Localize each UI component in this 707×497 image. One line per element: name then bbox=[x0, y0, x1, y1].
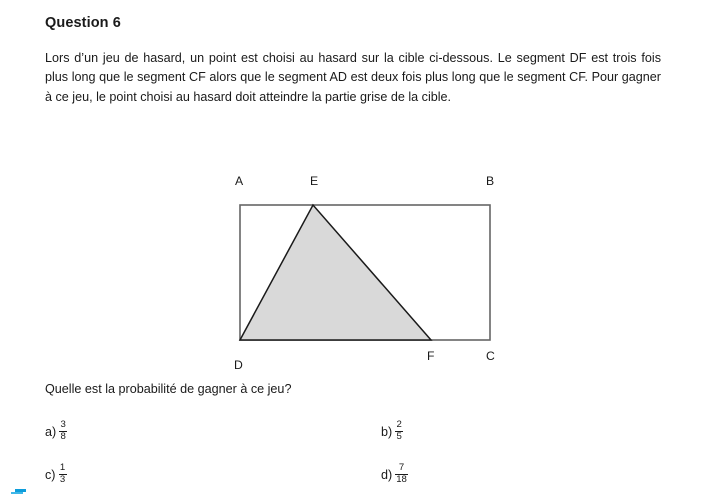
page-title: Question 6 bbox=[45, 15, 121, 31]
geometry-figure bbox=[215, 165, 515, 375]
option-c-fraction bbox=[59, 463, 67, 486]
figure-label-a: A bbox=[235, 174, 244, 188]
option-b-key: b) bbox=[381, 425, 393, 440]
option-a-key: a) bbox=[45, 425, 57, 440]
option-d-key: d) bbox=[381, 468, 393, 483]
figure-label-e: E bbox=[310, 174, 319, 188]
option-d-numerator: 7 bbox=[398, 462, 405, 473]
option-a-denominator: 8 bbox=[60, 431, 66, 443]
figure-label-c: C bbox=[486, 349, 495, 363]
sub-question: Quelle est la probabilité de gagner à ce jeu? bbox=[45, 382, 292, 396]
answer-option-d[interactable] bbox=[381, 464, 408, 487]
option-c-numerator: 1 bbox=[59, 462, 66, 473]
option-a-numerator: 3 bbox=[60, 419, 66, 430]
question-statement: Lors d’un jeu de hasard, un point est choisi au hasard sur la cible ci-dessous. Le segment DF est trois fois plus long que le segment CF alors que le segment AD est deux fois plus long que le segment CF. Pour gagner à ce jeu, le point choisi au hasard doit atteindre la partie grise de la cible. bbox=[45, 51, 661, 104]
answer-option-b[interactable] bbox=[381, 421, 403, 444]
option-c-key: c) bbox=[45, 468, 56, 483]
option-d-fraction bbox=[395, 463, 408, 486]
figure-label-f: F bbox=[427, 349, 435, 363]
figure-svg bbox=[215, 165, 515, 375]
option-c-denominator: 3 bbox=[59, 474, 66, 486]
answer-option-c[interactable] bbox=[45, 464, 67, 487]
option-b-numerator: 2 bbox=[396, 419, 402, 430]
option-d-denominator: 18 bbox=[396, 474, 407, 486]
answer-option-a[interactable] bbox=[45, 421, 67, 444]
blue-marker-artifact bbox=[11, 489, 27, 494]
option-b-denominator: 5 bbox=[396, 431, 402, 443]
option-a-fraction bbox=[59, 420, 67, 443]
option-b-fraction bbox=[395, 420, 403, 443]
figure-label-d: D bbox=[234, 358, 243, 372]
figure-label-b: B bbox=[486, 174, 495, 188]
blue-marker-bottom bbox=[11, 492, 23, 494]
